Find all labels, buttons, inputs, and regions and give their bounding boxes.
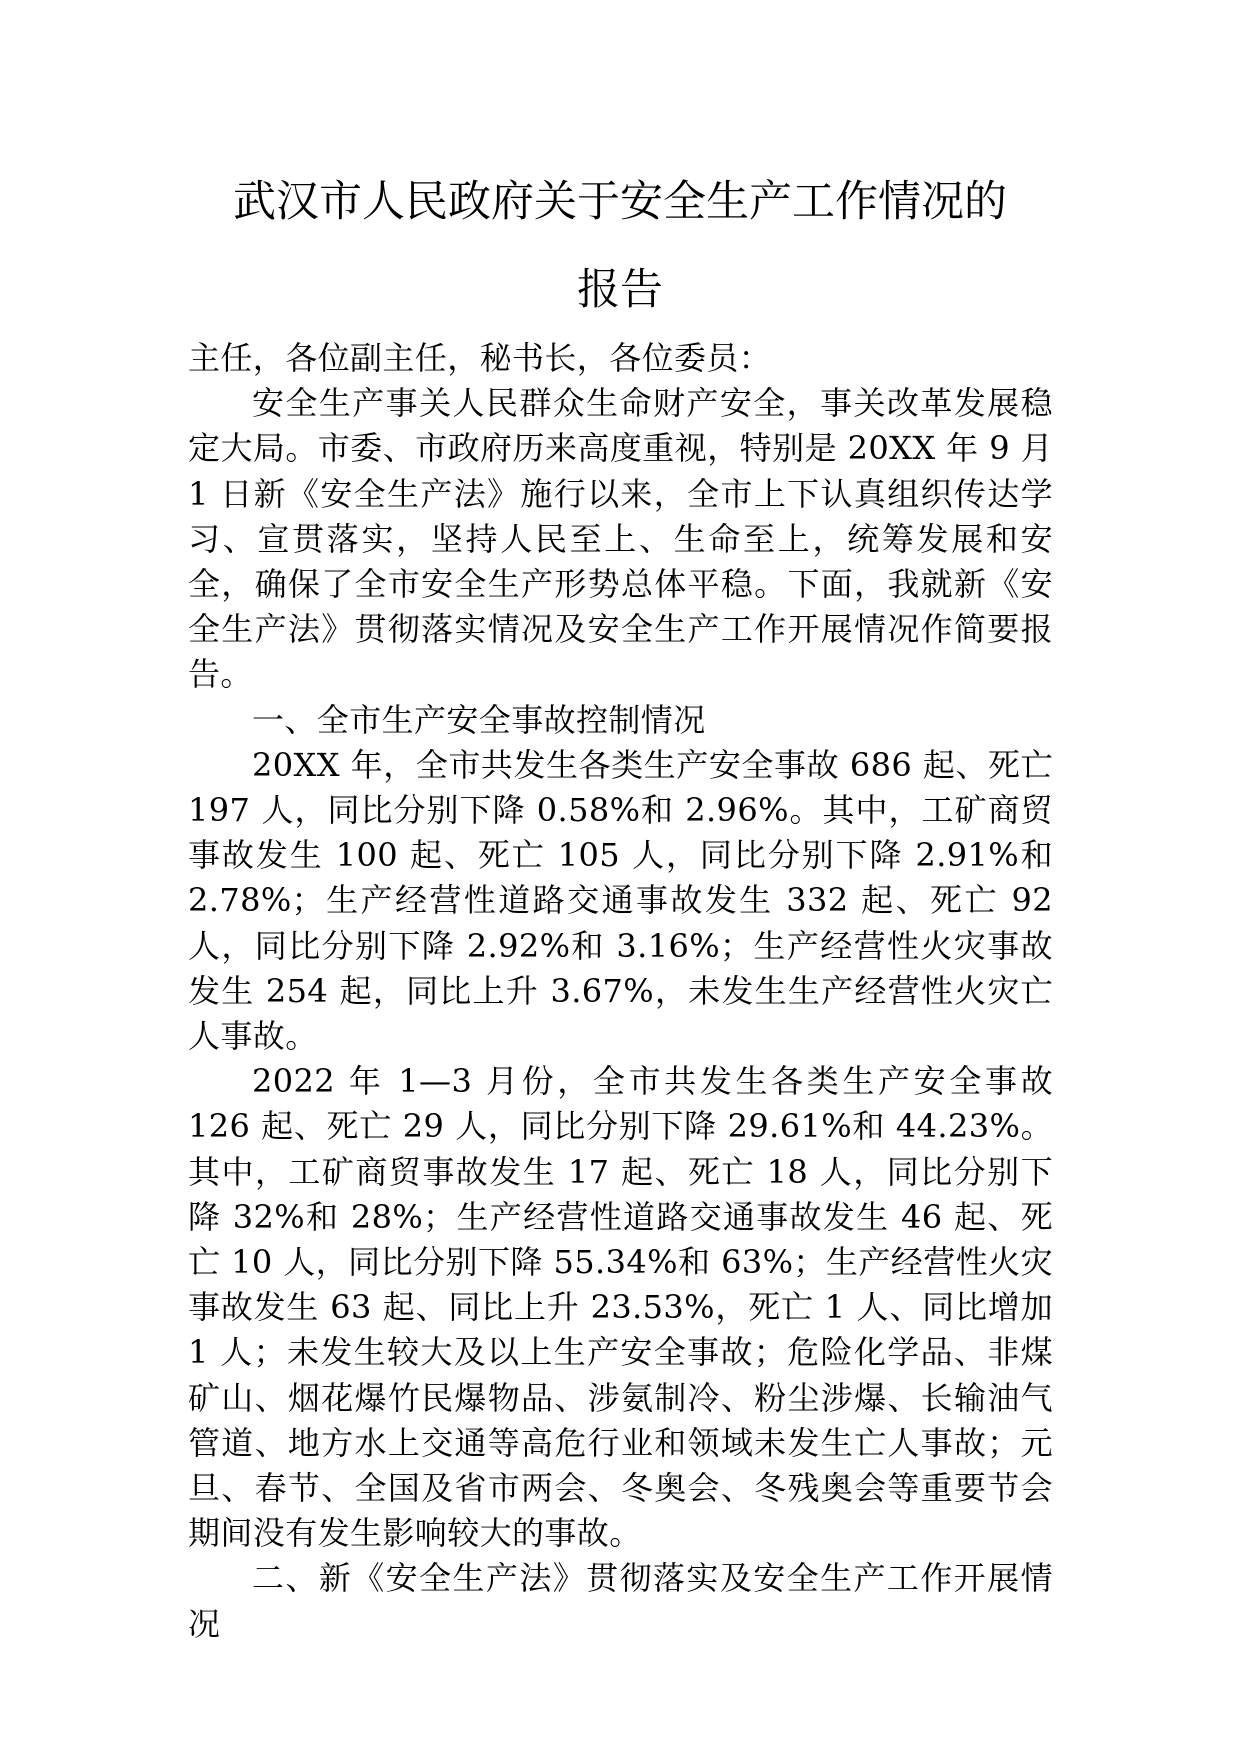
salutation: 主任，各位副主任，秘书长，各位委员：	[188, 339, 772, 377]
document-body	[188, 336, 1053, 1647]
document-title-line-1: 武汉市人民政府关于安全生产工作情况的	[233, 177, 1007, 227]
section-heading-2: 二、新《安全生产法》贯彻落实及安全生产工作开展情况	[188, 1559, 1053, 1643]
section-heading-1: 一、全市生产安全事故控制情况	[252, 700, 706, 739]
paragraph-intro: 安全生产事关人民群众生命财产安全，事关改革发展稳定大局。市委、市政府历来高度重视，特别是 20XX 年 9 月 1 日新《安全生产法》施行以来，全市上下认真组织传达学习、宣贯落实，坚持人民至上、生命至上，统筹发展和安全，确保了全市安全生产形势总体平稳。下面，我就新《安全生产法》贯彻落实情况及安全生产工作开展情况作简要报告。	[188, 384, 1053, 694]
paragraph-q1-accidents: 2022 年 1—3 月份，全市共发生各类生产安全事故 126 起、死亡 29 人，同比分别下降 29.61%和 44.23%。其中，工矿商贸事故发生 17 起、死亡 18 人，同比分别下降 32%和 28%；生产经营性道路交通事故发生 46 起、死亡 10 人，同比分别下降 55.34%和 63%；生产经营性火灾事故发生 63 起、同比上升 23.53%，死亡 1 人、同比增加 1 人；未发生较大及以上生产安全事故；危险化学品、非煤矿山、烟花爆竹民爆物品、涉氨制冷、粉尘涉爆、长输油气管道、地方水上交通等高危行业和领域未发生亡人事故；元旦、春节、全国及省市两会、冬奥会、冬残奥会等重要节会期间没有发生影响较大的事故。	[188, 1062, 1053, 1553]
document-title-line-2: 报告	[577, 265, 663, 315]
paragraph-annual-accidents: 20XX 年，全市共发生各类生产安全事故 686 起、死亡 197 人，同比分别下降 0.58%和 2.96%。其中，工矿商贸事故发生 100 起、死亡 105 人，同比分别下降 2.91%和 2.78%；生产经营性道路交通事故发生 332 起、死亡 92 人，同比分别下降 2.92%和 3.16%；生产经营性火灾事故发生 254 起，同比上升 3.67%，未发生生产经营性火灾亡人事故。	[188, 745, 1053, 1056]
